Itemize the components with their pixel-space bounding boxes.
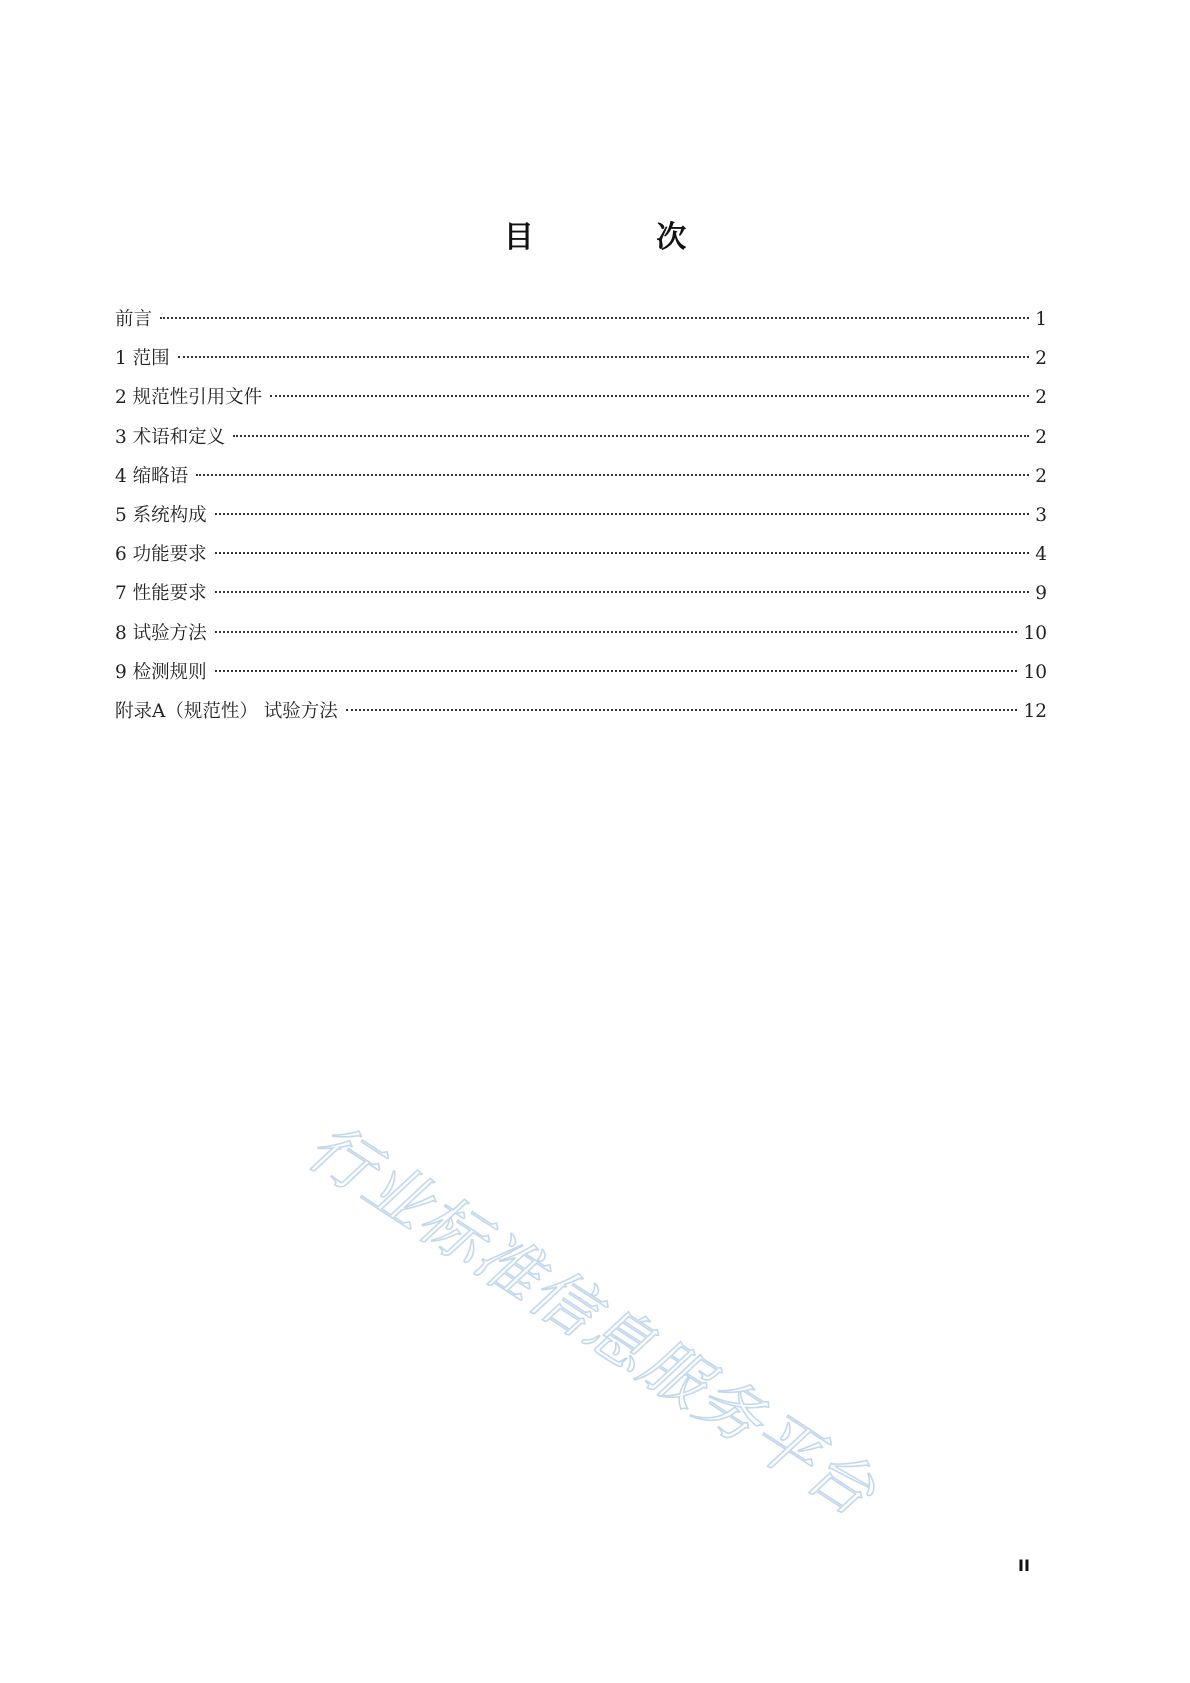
toc-entry-page: 1 [1035,309,1047,330]
toc-entry-label: 试验方法 [132,622,207,644]
toc-dot-leader [270,395,1029,397]
page-number: II [1018,1556,1030,1575]
toc-entry-label: 术语和定义 [132,426,226,448]
toc-entry-label: 缩略语 [132,465,189,487]
toc-entry-annex-a[interactable] [115,699,1047,738]
toc-entry-number: 5 [115,504,127,526]
toc-entry-page: 3 [1035,504,1047,526]
toc-entry-system-composition[interactable] [115,503,1047,542]
toc-entry-label: 前言 [115,309,153,330]
toc-entry-scope[interactable] [115,346,1047,385]
toc-entry-label: 系统构成 [132,504,207,526]
toc-dot-leader [215,591,1030,593]
toc-dot-leader [215,631,1018,633]
toc-entry-performance-requirements[interactable] [115,581,1047,620]
toc-entry-label: 性能要求 [132,583,207,605]
toc-entry-page: 9 [1035,583,1047,605]
toc-entry-number: 6 [115,544,127,566]
toc-dot-leader [196,474,1029,476]
toc-dot-leader [160,317,1029,319]
toc-entry-number: 4 [115,465,127,487]
toc-entry-number: 2 [115,387,127,409]
toc-list [115,307,1047,738]
toc-entry-page: 10 [1023,661,1047,683]
toc-entry-label: 检测规则 [132,661,207,683]
toc-entry-page: 2 [1035,465,1047,487]
toc-entry-number: 8 [115,622,127,644]
toc-entry-label: 附录A（规范性） 试验方法 [115,700,338,722]
toc-dot-leader [346,709,1018,711]
toc-entry-page: 2 [1035,387,1047,409]
toc-entry-number: 1 [115,348,127,370]
toc-entry-page: 2 [1035,426,1047,448]
toc-dot-leader [178,356,1030,358]
toc-entry-label: 功能要求 [132,544,207,566]
toc-entry-abbreviations[interactable] [115,464,1047,503]
toc-dot-leader [215,513,1030,515]
toc-entry-number: 3 [115,426,127,448]
toc-dot-leader [233,435,1029,437]
toc-entry-functional-requirements[interactable] [115,542,1047,581]
toc-entry-inspection-rules[interactable] [115,660,1047,699]
toc-entry-page: 10 [1023,622,1047,644]
toc-dot-leader [215,670,1018,672]
toc-entry-page: 12 [1023,700,1047,722]
toc-dot-leader [215,552,1030,554]
watermark-text: 行业标准信息服务平台 [294,1110,889,1532]
toc-entry-terms-definitions[interactable] [115,425,1047,464]
toc-entry-label: 范围 [132,348,170,370]
toc-entry-number: 7 [115,583,127,605]
toc-entry-number: 9 [115,661,127,683]
toc-entry-label: 规范性引用文件 [132,387,263,409]
toc-entry-foreword[interactable] [115,307,1047,346]
toc-entry-test-methods[interactable] [115,621,1047,660]
toc-entry-page: 2 [1035,348,1047,370]
toc-entry-normative-references[interactable] [115,385,1047,424]
toc-entry-page: 4 [1035,544,1047,566]
toc-title: 目 次 [503,220,743,255]
